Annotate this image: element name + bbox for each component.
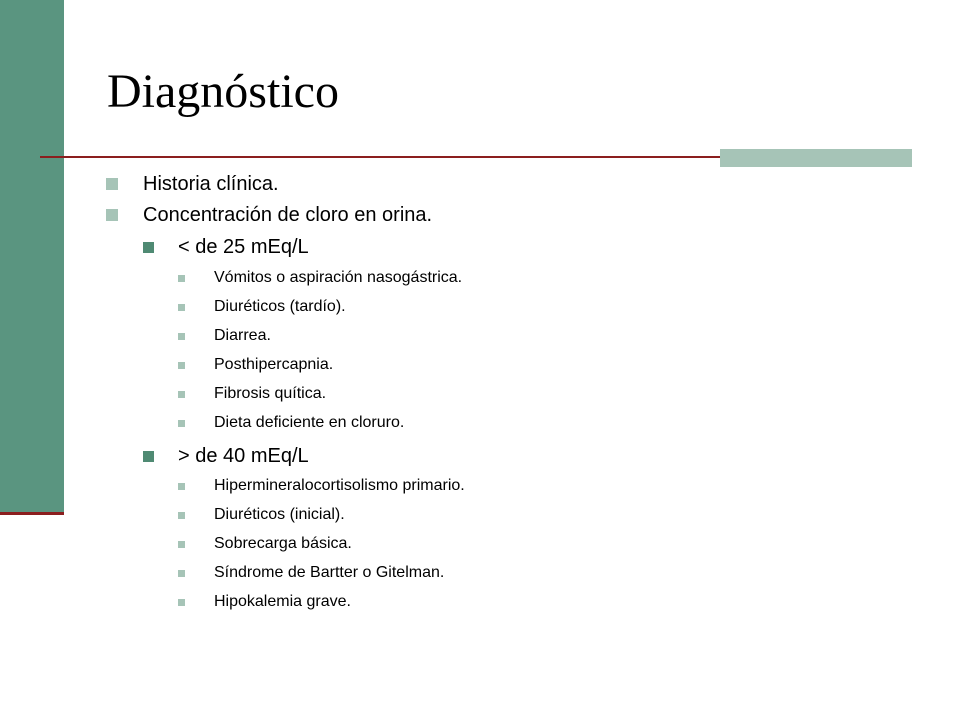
square-bullet-icon [178, 512, 185, 519]
square-bullet-icon [178, 570, 185, 577]
list-item-text: Hipokalemia grave. [214, 593, 351, 610]
list-item [214, 384, 326, 404]
square-bullet-icon [178, 391, 185, 398]
list-item-text: Sobrecarga básica. [214, 535, 352, 552]
square-bullet-icon [178, 362, 185, 369]
list-item-text: Posthipercapnia. [214, 356, 334, 373]
list-item [214, 355, 333, 375]
square-bullet-icon [178, 420, 185, 427]
slide-title: Diagnóstico [107, 65, 339, 118]
list-item [214, 297, 346, 317]
list-item-text: Historia clínica. [143, 173, 279, 195]
list-item [143, 203, 432, 227]
list-item [178, 235, 309, 259]
square-bullet-icon [106, 209, 118, 221]
square-bullet-icon [106, 178, 118, 190]
list-item-text: Fibrosis quítica. [214, 385, 327, 402]
list-item [214, 476, 465, 496]
side-accent-bar [0, 0, 64, 512]
list-item [214, 534, 352, 554]
list-item-text: Diuréticos (tardío). [214, 298, 346, 315]
list-item-text: Dieta deficiente en cloruro. [214, 414, 405, 431]
square-bullet-icon [178, 333, 185, 340]
list-item-text: > de 40 mEq/L [178, 445, 309, 467]
title-accent-block [720, 149, 912, 167]
square-bullet-icon [178, 304, 185, 311]
square-bullet-icon [178, 599, 185, 606]
list-item-text: Concentración de cloro en orina. [143, 204, 433, 226]
list-item [214, 563, 444, 583]
list-item [214, 505, 345, 525]
side-accent-underline [0, 512, 64, 515]
list-item [143, 172, 279, 196]
list-item-text: Vómitos o aspiración nasogástrica. [214, 269, 463, 286]
list-item [214, 268, 462, 288]
list-item-text: Diuréticos (inicial). [214, 506, 345, 523]
square-bullet-icon [178, 275, 185, 282]
list-item [214, 592, 351, 612]
list-item-text: Diarrea. [214, 327, 271, 344]
square-bullet-icon [178, 541, 185, 548]
list-item [214, 326, 271, 346]
list-item-text: Síndrome de Bartter o Gitelman. [214, 564, 445, 581]
list-item [178, 444, 309, 468]
list-item [214, 413, 404, 433]
list-item-text: Hipermineralocortisolismo primario. [214, 477, 465, 494]
square-bullet-icon [143, 451, 154, 462]
list-item-text: < de 25 mEq/L [178, 236, 309, 258]
square-bullet-icon [178, 483, 185, 490]
square-bullet-icon [143, 242, 154, 253]
